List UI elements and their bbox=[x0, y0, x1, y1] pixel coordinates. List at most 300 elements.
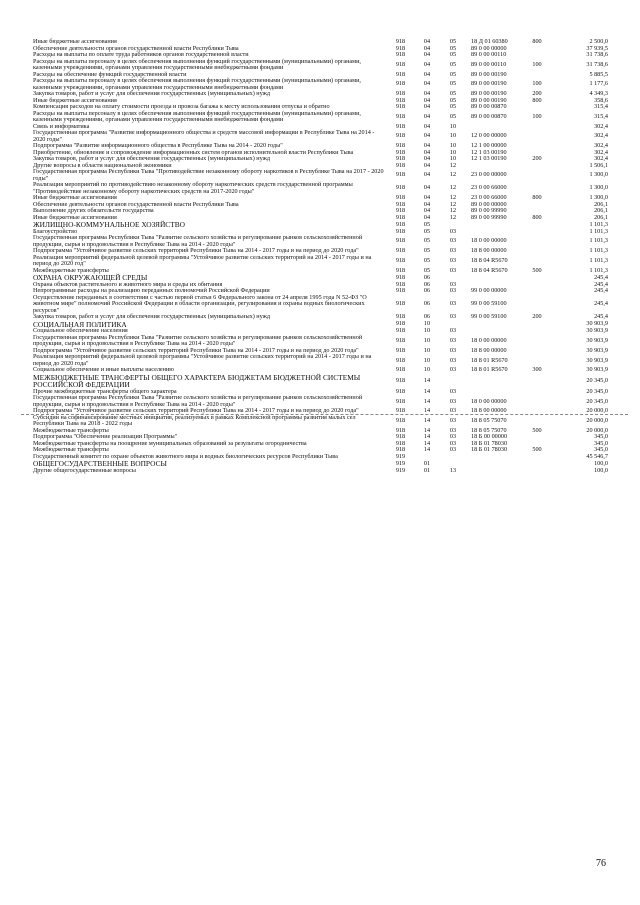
target-article-code: 99 0 00 59100 bbox=[471, 313, 507, 321]
section-code: 10 bbox=[423, 337, 431, 345]
amount: 1 101,3 bbox=[589, 227, 608, 235]
subsection-code: 03 bbox=[449, 439, 457, 447]
expense-type-code: 100 bbox=[532, 80, 542, 88]
section-code: 04 bbox=[423, 155, 431, 162]
amount: 1 101,3 bbox=[589, 256, 608, 264]
ministry-code: 919 bbox=[395, 460, 406, 468]
section-code: 06 bbox=[423, 300, 431, 308]
ministry-code: 918 bbox=[395, 247, 406, 255]
target-article-code: 23 0 00 66000 bbox=[471, 184, 507, 192]
row-name: Межбюджетные трансферты на поощрение муниципальных образований за результаты огородничества bbox=[33, 439, 307, 447]
subsection-code: 03 bbox=[449, 266, 457, 274]
target-article-code: 12 1 03 00190 bbox=[471, 148, 507, 156]
section-code: 04 bbox=[423, 80, 431, 88]
amount: 245,4 bbox=[594, 273, 608, 281]
subsection-code: 05 bbox=[449, 44, 457, 52]
section-code: 04 bbox=[423, 213, 431, 221]
subsection-code: 03 bbox=[449, 407, 457, 415]
subsection-code: 12 bbox=[449, 200, 457, 208]
amount: 302,4 bbox=[594, 155, 608, 162]
amount: 30 903,9 bbox=[586, 366, 608, 374]
row-name: Реализация мероприятий по противодействию незаконному обороту наркотических средств государственной программы "Противодействие незаконному обороту наркотических средств на 2017-2020 годы" bbox=[33, 181, 353, 195]
row-name: Охрана объектов растительного и животного мира и среды их обитания bbox=[33, 280, 223, 288]
amount: 4 349,3 bbox=[589, 90, 608, 97]
ministry-code: 918 bbox=[395, 112, 406, 120]
subsection-code: 03 bbox=[449, 337, 457, 345]
section-code: 04 bbox=[423, 148, 431, 156]
amount: 20 000,0 bbox=[586, 417, 608, 425]
section-code: 10 bbox=[423, 356, 431, 364]
section-code: 05 bbox=[423, 247, 431, 255]
ministry-code: 918 bbox=[395, 60, 406, 68]
target-article-code: 12 0 00 00000 bbox=[471, 132, 507, 140]
amount: 20 345,0 bbox=[586, 377, 608, 385]
row-name: Субсидии на софинансирование местных инициатив, реализуемых в рамках Комплексной программы развития малых сел Республики Тыва на 2018 - 2022 годы bbox=[33, 413, 356, 428]
target-article-code: 99 0 00 00000 bbox=[471, 287, 507, 295]
subsection-code: 03 bbox=[449, 313, 457, 321]
table-row bbox=[33, 415, 608, 428]
ministry-code: 918 bbox=[395, 256, 406, 264]
ministry-code: 918 bbox=[395, 96, 406, 104]
amount: 302,4 bbox=[594, 142, 608, 149]
ministry-code: 918 bbox=[395, 313, 406, 321]
page-number: 76 bbox=[596, 858, 606, 869]
amount: 37 939,5 bbox=[586, 44, 608, 52]
row-name: Подпрограмма "Устойчивое развитие сельских территорий Республики Тыва на 2014 - 2017 годы и на период до 2020 года" bbox=[33, 407, 359, 415]
target-article-code: 12 1 03 00190 bbox=[471, 155, 507, 162]
row-name: Обеспечение деятельности органов государственной власти Республики Тыва bbox=[33, 44, 239, 52]
target-article-code: 18 0 00 00000 bbox=[471, 237, 507, 245]
row-name: Государственная программа Республики Тыва "Развитие сельского хозяйства и регулирование рынков сельскохозяйственной продукции, сырья и продовольствия в Республике Тыва на 2014 - 2020 годы" bbox=[33, 333, 363, 348]
ministry-code: 918 bbox=[395, 377, 406, 385]
ministry-code: 918 bbox=[395, 44, 406, 52]
section-code: 06 bbox=[423, 280, 431, 288]
amount: 30 903,9 bbox=[586, 327, 608, 335]
ministry-code: 918 bbox=[395, 366, 406, 374]
amount: 245,4 bbox=[594, 287, 608, 295]
row-name: Расходы на выплаты по оплате труда работников органов государственной власти bbox=[33, 51, 249, 58]
expense-type-code: 200 bbox=[532, 155, 542, 162]
ministry-code: 918 bbox=[395, 266, 406, 274]
expense-type-code: 300 bbox=[532, 366, 542, 374]
ministry-code: 918 bbox=[395, 426, 406, 434]
section-code: 05 bbox=[423, 256, 431, 264]
expense-type-code: 500 bbox=[532, 266, 542, 274]
row-name: Социальное обеспечение и иные выплаты населению bbox=[33, 366, 174, 374]
subsection-code: 03 bbox=[449, 387, 457, 395]
subsection-code: 12 bbox=[449, 194, 457, 201]
target-article-code: 89 0 00 99990 bbox=[471, 213, 507, 221]
subsection-code: 12 bbox=[449, 161, 457, 169]
row-name: Подпрограмма "Устойчивое развитие сельских территорий Республики Тыва на 2014 - 2017 годы и на период до 2020 года" bbox=[33, 346, 359, 354]
row-name: Осуществление переданных в соответствии с частью первой статьи 6 Федерального закона от 24 апреля 1995 года N 52-ФЗ "О животном мире" полномочий Российской Федерации в области организации, регулирования и охраны водных биологических ресурсов" bbox=[33, 293, 367, 314]
ministry-code: 918 bbox=[395, 142, 406, 149]
expense-type-code: 200 bbox=[532, 313, 542, 321]
target-article-code: 89 0 00 99990 bbox=[471, 207, 507, 214]
subsection-code: 12 bbox=[449, 207, 457, 214]
row-name: Расходы на обеспечение функций государственной власти bbox=[33, 70, 187, 78]
ministry-code: 918 bbox=[395, 103, 406, 110]
section-code: 06 bbox=[423, 313, 431, 321]
target-article-code: 18 8 01 R5670 bbox=[471, 366, 508, 374]
section-code: 04 bbox=[423, 194, 431, 201]
section-code: 14 bbox=[423, 446, 431, 454]
row-name: Иные бюджетные ассигнования bbox=[33, 194, 117, 201]
section-code: 01 bbox=[423, 467, 431, 475]
target-article-code: 18 Д 01 60380 bbox=[471, 38, 508, 45]
amount: 20 345,0 bbox=[586, 387, 608, 395]
target-article-code: 18 8 05 75070 bbox=[471, 417, 507, 425]
ministry-code: 918 bbox=[395, 171, 406, 179]
subsection-code: 10 bbox=[449, 122, 457, 130]
subsection-code: 10 bbox=[449, 148, 457, 156]
subsection-code: 03 bbox=[449, 247, 457, 255]
subsection-code: 05 bbox=[449, 51, 457, 58]
ministry-code: 918 bbox=[395, 356, 406, 364]
section-code: 10 bbox=[423, 320, 431, 328]
ministry-code: 919 bbox=[395, 467, 406, 475]
section-code: 04 bbox=[423, 103, 431, 110]
ministry-code: 918 bbox=[395, 439, 406, 447]
target-article-code: 18 8 00 00000 bbox=[471, 346, 507, 354]
row-name: Подпрограмма "Устойчивое развитие сельских территорий Республики Тыва на 2014 - 2017 годы и на период до 2020 года" bbox=[33, 247, 359, 255]
subsection-code: 05 bbox=[449, 90, 457, 97]
target-article-code: 18 8 04 R5670 bbox=[471, 256, 508, 264]
amount: 345,0 bbox=[594, 439, 608, 447]
section-code: 14 bbox=[423, 433, 431, 441]
ministry-code: 918 bbox=[395, 287, 406, 295]
expense-type-code: 500 bbox=[532, 446, 542, 454]
ministry-code: 918 bbox=[395, 184, 406, 192]
expense-type-code: 100 bbox=[532, 60, 542, 68]
ministry-code: 918 bbox=[395, 161, 406, 169]
section-code: 04 bbox=[423, 51, 431, 58]
expense-type-code: 800 bbox=[532, 194, 542, 201]
target-article-code: 18 0 00 00000 bbox=[471, 397, 507, 405]
section-code: 14 bbox=[423, 407, 431, 415]
table-row bbox=[33, 59, 608, 72]
subsection-code: 03 bbox=[449, 446, 457, 454]
amount: 245,4 bbox=[594, 280, 608, 288]
amount: 315,4 bbox=[594, 112, 608, 120]
section-code: 04 bbox=[423, 171, 431, 179]
row-name: Связь и информатика bbox=[33, 122, 90, 130]
ministry-code: 918 bbox=[395, 320, 406, 328]
section-code: 14 bbox=[423, 397, 431, 405]
amount: 1 300,0 bbox=[589, 194, 608, 201]
amount: 45 546,7 bbox=[586, 452, 608, 460]
ministry-code: 918 bbox=[395, 417, 406, 425]
section-code: 10 bbox=[423, 366, 431, 374]
amount: 345,0 bbox=[594, 446, 608, 454]
amount: 100,0 bbox=[594, 460, 608, 468]
subsection-code: 03 bbox=[449, 256, 457, 264]
row-name: Государственная программа "Развитие информационного общества и средств массовой информации в Республике Тыва на 2014 - 2020 годы" bbox=[33, 129, 375, 143]
section-code: 04 bbox=[423, 44, 431, 52]
ministry-code: 918 bbox=[395, 122, 406, 130]
row-name: Подпрограмма "Развитие информационного общества в Республике Тыва на 2014 - 2020 годы" bbox=[33, 142, 283, 149]
ministry-code: 918 bbox=[395, 51, 406, 58]
ministry-code: 918 bbox=[395, 337, 406, 345]
subsection-code: 03 bbox=[449, 300, 457, 308]
target-article-code: 18 8 00 00000 bbox=[471, 247, 507, 255]
ministry-code: 918 bbox=[395, 346, 406, 354]
target-article-code: 18 8 01 R5670 bbox=[471, 356, 508, 364]
amount: 1 101,3 bbox=[589, 247, 608, 255]
ministry-code: 918 bbox=[395, 90, 406, 97]
section-code: 10 bbox=[423, 327, 431, 335]
expense-type-code: 800 bbox=[532, 38, 542, 45]
row-name: Иные бюджетные ассигнования bbox=[33, 96, 117, 104]
subsection-code: 03 bbox=[449, 397, 457, 405]
row-name: Государственная программа Республики Тыва "Развитие сельского хозяйства и регулирование рынков сельскохозяйственной продукции, сырья и продовольствия в Республике Тыва на 2014 - 2020 годы" bbox=[33, 234, 363, 248]
amount: 358,6 bbox=[594, 96, 608, 104]
target-article-code: 18 Б 01 78030 bbox=[471, 439, 508, 447]
section-code: 04 bbox=[423, 161, 431, 169]
expense-type-code: 200 bbox=[532, 90, 542, 97]
row-name: Закупка товаров, работ и услуг для обеспечения государственных (муниципальных) нужд bbox=[33, 313, 271, 321]
row-name: Закупка товаров, работ и услуг для обеспечения государственных (муниципальных) нужд bbox=[33, 155, 271, 162]
target-article-code: 99 0 00 59100 bbox=[471, 300, 507, 308]
section-code: 10 bbox=[423, 346, 431, 354]
row-name: Государственная программа Республики Тыва "Противодействие незаконному обороту наркотиков в Республике Тыва на 2017 - 2020 годы" bbox=[33, 168, 384, 182]
row-name: Другие вопросы в области национальной экономики bbox=[33, 161, 172, 169]
expense-type-code: 100 bbox=[532, 112, 542, 120]
section-code: 04 bbox=[423, 132, 431, 140]
row-name: Непрограммные расходы на реализацию переданных полномочий Российской Федерации bbox=[33, 287, 270, 295]
row-name: Приобретение, обновление и сопровождение информационных систем органов исполнительной власти Республики Тыва bbox=[33, 148, 354, 156]
target-article-code: 89 0 00 00000 bbox=[471, 44, 507, 52]
subsection-code: 03 bbox=[449, 227, 457, 235]
ministry-code: 918 bbox=[395, 227, 406, 235]
ministry-code: 918 bbox=[395, 220, 406, 228]
ministry-code: 918 bbox=[395, 207, 406, 214]
amount: 20 000,0 bbox=[586, 407, 608, 415]
ministry-code: 918 bbox=[395, 433, 406, 441]
subsection-code: 03 bbox=[449, 346, 457, 354]
subsection-code: 12 bbox=[449, 213, 457, 221]
amount: 302,4 bbox=[594, 122, 608, 130]
ministry-code: 918 bbox=[395, 387, 406, 395]
target-article-code: 18 0 00 00000 bbox=[471, 337, 507, 345]
row-name: Иные бюджетные ассигнования bbox=[33, 38, 117, 45]
ministry-code: 918 bbox=[395, 213, 406, 221]
amount: 1 101,3 bbox=[589, 220, 608, 228]
row-name: Расходы на выплаты персоналу в целях обеспечения выполнения функций государственными (муниципальными) органами, казенными учреждениями, органами управления государственными внебюджетными фондами bbox=[33, 109, 361, 123]
section-code: 04 bbox=[423, 207, 431, 214]
amount: 1 101,3 bbox=[589, 237, 608, 245]
target-article-code: 23 0 00 00000 bbox=[471, 171, 507, 179]
table-row bbox=[33, 111, 608, 124]
subsection-code: 10 bbox=[449, 155, 457, 162]
section-code: 01 bbox=[423, 460, 431, 468]
ministry-code: 918 bbox=[395, 148, 406, 156]
amount: 2 500,0 bbox=[589, 38, 608, 45]
ministry-code: 918 bbox=[395, 237, 406, 245]
subsection-code: 05 bbox=[449, 96, 457, 104]
row-name: Подпрограмма "Обеспечение реализации Программы" bbox=[33, 433, 178, 441]
amount: 302,4 bbox=[594, 132, 608, 140]
subsection-code: 03 bbox=[449, 426, 457, 434]
target-article-code: 89 0 00 00110 bbox=[471, 51, 507, 58]
section-code: 04 bbox=[423, 38, 431, 45]
amount: 30 903,9 bbox=[586, 320, 608, 328]
amount: 345,0 bbox=[594, 433, 608, 441]
subsection-code: 03 bbox=[449, 327, 457, 335]
amount: 30 903,9 bbox=[586, 337, 608, 345]
section-code: 05 bbox=[423, 227, 431, 235]
section-row bbox=[33, 374, 608, 389]
amount: 5 885,5 bbox=[589, 70, 608, 78]
amount: 30 903,9 bbox=[586, 346, 608, 354]
amount: 100,0 bbox=[594, 467, 608, 475]
section-code: 04 bbox=[423, 96, 431, 104]
section-row bbox=[33, 221, 608, 229]
subsection-code: 03 bbox=[449, 366, 457, 374]
target-article-code: 89 0 00 00870 bbox=[471, 103, 507, 110]
row-name: Государственная программа Республики Тыва "Развитие сельского хозяйства и регулирование рынков сельскохозяйственной продукции, сырья и продовольствия в Республике Тыва на 2014 - 2020 годы" bbox=[33, 394, 363, 408]
subsection-code: 10 bbox=[449, 142, 457, 149]
target-article-code: 89 0 00 00190 bbox=[471, 90, 507, 97]
ministry-code: 918 bbox=[395, 300, 406, 308]
ministry-code: 918 bbox=[395, 273, 406, 281]
ministry-code: 918 bbox=[395, 132, 406, 140]
table-row bbox=[33, 295, 608, 315]
section-code: 14 bbox=[423, 377, 431, 385]
ministry-code: 918 bbox=[395, 155, 406, 162]
ministry-code: 918 bbox=[395, 70, 406, 78]
row-name: Социальное обеспечение населения bbox=[33, 327, 128, 335]
row-name: ОБЩЕГОСУДАРСТВЕННЫЕ ВОПРОСЫ bbox=[33, 459, 167, 469]
section-code: 04 bbox=[423, 90, 431, 97]
target-article-code: 89 0 00 00110 bbox=[471, 60, 507, 68]
row-name: Межбюджетные трансферты bbox=[33, 446, 109, 454]
target-article-code: 89 0 00 00000 bbox=[471, 200, 507, 208]
target-article-code: 18 8 04 R5670 bbox=[471, 266, 508, 274]
row-name: Другие общегосударственные вопросы bbox=[33, 467, 136, 475]
section-code: 04 bbox=[423, 184, 431, 192]
amount: 1 177,6 bbox=[589, 80, 608, 88]
row-name: Выполнение других обязательств государства bbox=[33, 207, 154, 214]
section-code: 14 bbox=[423, 387, 431, 395]
subsection-code: 05 bbox=[449, 38, 457, 45]
amount: 20 345,0 bbox=[586, 397, 608, 405]
ministry-code: 918 bbox=[395, 200, 406, 208]
section-code: 04 bbox=[423, 70, 431, 78]
amount: 30 903,9 bbox=[586, 356, 608, 364]
amount: 1 506,1 bbox=[589, 161, 608, 169]
section-code: 04 bbox=[423, 142, 431, 149]
row-name: Благоустройство bbox=[33, 227, 78, 235]
target-article-code: 89 0 00 00190 bbox=[471, 70, 507, 78]
section-code: 05 bbox=[423, 266, 431, 274]
target-article-code: 18 8 05 75070 bbox=[471, 426, 507, 434]
row-name: СОЦИАЛЬНАЯ ПОЛИТИКА bbox=[33, 319, 127, 329]
target-article-code: 23 0 00 66000 bbox=[471, 194, 507, 201]
subsection-code: 13 bbox=[449, 467, 457, 475]
amount: 1 101,3 bbox=[589, 266, 608, 274]
row-name: ЖИЛИЩНО-КОММУНАЛЬНОЕ ХОЗЯЙСТВО bbox=[33, 220, 186, 229]
subsection-code: 05 bbox=[449, 103, 457, 110]
ministry-code: 918 bbox=[395, 407, 406, 415]
ministry-code: 918 bbox=[395, 327, 406, 335]
row-name: Расходы на выплаты персоналу в целях обеспечения выполнения функций государственными (муниципальными) органами, казенными учреждениями, органами управления государственными внебюджетными фондами bbox=[33, 77, 361, 91]
row-name: Расходы на выплаты персоналу в целях обеспечения выполнения функций государственными (муниципальными) органами, казенными учреждениями, органами управления государственными внебюджетными фондами bbox=[33, 57, 361, 71]
ministry-code: 918 bbox=[395, 80, 406, 88]
table-row bbox=[33, 468, 608, 475]
subsection-code: 03 bbox=[449, 287, 457, 295]
subsection-code: 05 bbox=[449, 80, 457, 88]
budget-table bbox=[33, 39, 608, 475]
table-row bbox=[33, 335, 608, 348]
section-code: 04 bbox=[423, 60, 431, 68]
subsection-code: 03 bbox=[449, 417, 457, 425]
target-article-code: 18 Б 00 00000 bbox=[471, 433, 508, 441]
subsection-code: 12 bbox=[449, 184, 457, 192]
row-name: Закупка товаров, работ и услуг для обеспечения государственных (муниципальных) нужд bbox=[33, 90, 271, 97]
table-row bbox=[33, 182, 608, 195]
section-code: 04 bbox=[423, 200, 431, 208]
subsection-code: 05 bbox=[449, 70, 457, 78]
amount: 206,1 bbox=[594, 200, 608, 208]
amount: 1 300,0 bbox=[589, 184, 608, 192]
target-article-code: 12 1 00 00000 bbox=[471, 142, 507, 149]
row-name: Государственный комитет по охране объектов животного мира и водных биологических ресурсов Республики Тыва bbox=[33, 452, 338, 460]
subsection-code: 05 bbox=[449, 60, 457, 68]
amount: 31 738,6 bbox=[586, 51, 608, 58]
target-article-code: 18 Б 01 78030 bbox=[471, 446, 508, 454]
expense-type-code: 800 bbox=[532, 213, 542, 221]
subsection-code: 03 bbox=[449, 280, 457, 288]
subsection-code: 03 bbox=[449, 356, 457, 364]
section-code: 14 bbox=[423, 417, 431, 425]
row-name: ОХРАНА ОКРУЖАЮЩЕЙ СРЕДЫ bbox=[33, 273, 148, 283]
section-code: 06 bbox=[423, 287, 431, 295]
section-code: 05 bbox=[423, 220, 431, 228]
row-name: Прочие межбюджетные трансферты общего характера bbox=[33, 387, 177, 395]
amount: 315,4 bbox=[594, 103, 608, 110]
amount: 20 000,0 bbox=[586, 426, 608, 434]
row-name: Межбюджетные трансферты bbox=[33, 426, 109, 434]
section-code: 04 bbox=[423, 122, 431, 130]
row-name: Компенсация расходов на оплату стоимости проезда и провоза багажа к месту использования отпуска и обратно bbox=[33, 103, 330, 110]
section-code: 06 bbox=[423, 273, 431, 281]
subsection-code: 03 bbox=[449, 237, 457, 245]
table-row bbox=[33, 255, 608, 268]
amount: 206,1 bbox=[594, 207, 608, 214]
subsection-code: 10 bbox=[449, 132, 457, 140]
target-article-code: 89 0 00 00190 bbox=[471, 80, 507, 88]
row-name: МЕЖБЮДЖЕТНЫЕ ТРАНСФЕРТЫ ОБЩЕГО ХАРАКТЕРА БЮДЖЕТАМ БЮДЖЕТНОЙ СИСТЕМЫ РОССИЙСКОЙ ФЕДЕРАЦИИ bbox=[33, 372, 361, 390]
row-name: Реализация мероприятий федеральной целевой программы "Устойчивое развитие сельских территорий на 2014 - 2017 годы и на период до 2020 год" bbox=[33, 253, 372, 268]
ministry-code: 918 bbox=[395, 397, 406, 405]
ministry-code: 919 bbox=[395, 452, 406, 460]
subsection-code: 03 bbox=[449, 433, 457, 441]
expense-type-code: 500 bbox=[532, 426, 542, 434]
section-code: 14 bbox=[423, 439, 431, 447]
target-article-code: 89 0 00 00870 bbox=[471, 112, 507, 120]
amount: 245,4 bbox=[594, 300, 608, 308]
amount: 206,1 bbox=[594, 213, 608, 221]
ministry-code: 918 bbox=[395, 446, 406, 454]
ministry-code: 918 bbox=[395, 38, 406, 45]
ministry-code: 918 bbox=[395, 280, 406, 288]
ministry-code: 918 bbox=[395, 194, 406, 201]
row-name: Межбюджетные трансферты bbox=[33, 266, 109, 274]
row-name: Обеспечение деятельности органов государственной власти Республики Тыва bbox=[33, 200, 239, 208]
amount: 31 738,6 bbox=[586, 60, 608, 68]
target-article-code: 18 8 00 00000 bbox=[471, 407, 507, 415]
